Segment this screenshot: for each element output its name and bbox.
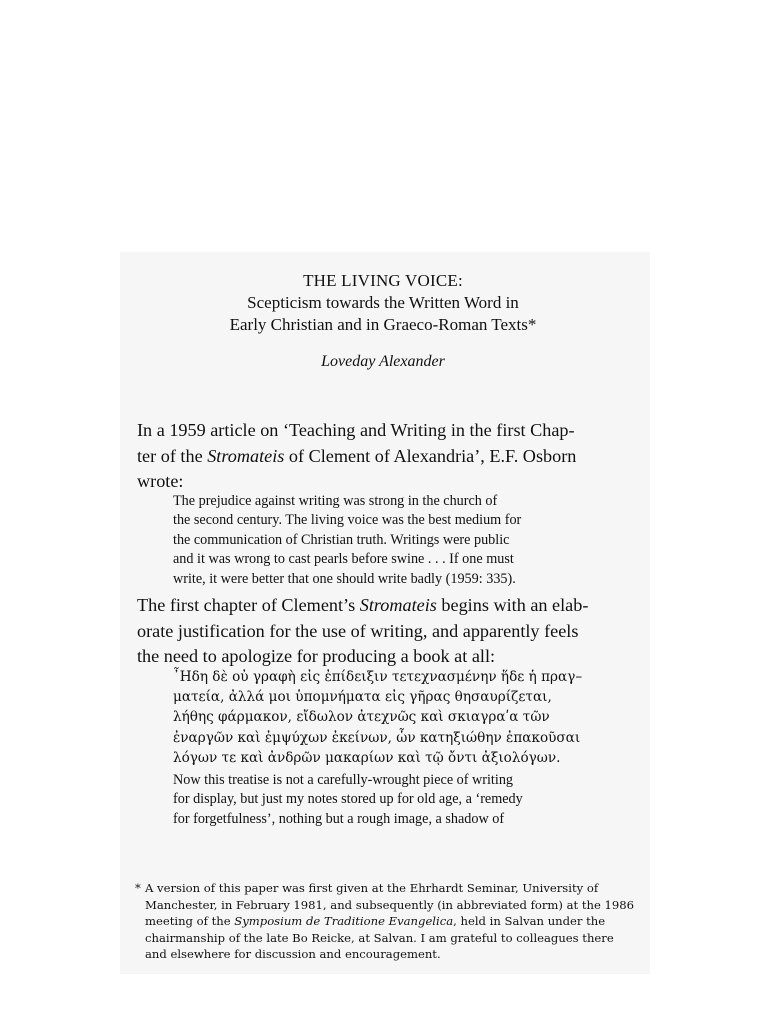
greek-quote-line: ἐναργῶν καὶ ἐμψύχων ἐκείνων, ὧν κατηξιώθην ἐπακοῦσαι [173,729,581,746]
symposium-title: Symposium de Traditione Evangelica [234,914,454,929]
document-page [135,270,635,962]
footnote-text [145,880,635,963]
paragraph-1-line-2 [137,444,629,470]
greek-quote-line: ματεία, ἀλλά μοι ὑπομνήματα εἰς γῆρας θησαυρίζεται, [173,689,552,706]
osborn-quote [173,492,597,589]
quote-line: Now this treatise is not a carefully-wrought piece of writing [173,772,514,788]
greek-quote-line: ῏Ηδη δὲ οὐ γραφὴ εἰς ἐπίδειξιν τετεχνασμένην ἥδε ἡ πραγ– [173,669,583,685]
article-title: THE LIVING VOICE: [303,271,463,290]
stromateis-title: Stromateis [359,595,437,615]
paragraph-1-line-3: wrote: [137,471,184,491]
paragraph-2 [137,593,629,670]
footnote-line-3-end: , held in Salvan under the [453,914,606,929]
title-block [137,270,629,373]
quote-line: for display, but just my notes stored up for old age, a ‘remedy [173,791,523,808]
quote-line: The prejudice against writing was strong in the church of [173,493,498,509]
footnote-line: Manchester, in February 1981, and subsequently (in abbreviated form) at the 1986 [145,897,635,912]
greek-quote [173,667,597,768]
paragraph-2-line-3: the need to apologize for producing a book at all: [137,646,496,666]
paragraph-1-line-2-start: ter of the [137,445,208,466]
paragraph-2-line-1-end: begins with an elab- [436,595,589,615]
paragraph-1-line-1: In a 1959 article on ‘Teaching and Writing in the first Chap- [137,420,575,440]
quote-line: write, it were better that one should write badly (1959: 335). [173,570,516,587]
paragraph-2-line-2: orate justification for the use of writing, and apparently feels [137,620,579,641]
stromateis-title: Stromateis [207,445,285,466]
translation-quote [173,771,597,829]
quote-line: for forgetfulness’, nothing but a rough image, a shadow of [173,810,505,827]
article-subtitle-line-1: Scepticism towards the Written Word in [247,293,519,312]
article-subtitle-line-2: Early Christian and in Graeco-Roman Texts* [229,315,537,334]
footnote-line-3-start: meeting of the [145,914,235,929]
footnote-line: and elsewhere for discussion and encouragement. [145,947,441,962]
footnote-line [145,913,629,930]
paragraph-1-line-2-end: of Clement of Alexandria’, E.F. Osborn [284,445,577,466]
greek-quote-line: λήθης φάρμακον, εἴδωλον ἀτεχνῶς καὶ σκιαγραʹα τῶν [173,709,550,726]
quote-line: the communication of Christian truth. Writings were public [173,531,510,548]
greek-quote-line: λόγων τε καὶ ἀνδρῶν μακαρίων καὶ τῷ ὄντι ἀξιολόγων. [173,749,561,766]
quote-line: the second century. The living voice was the best medium for [173,512,522,529]
footnote-line: A version of this paper was first given at the Ehrhardt Seminar, University of [145,881,599,895]
quote-line: and it was wrong to cast pearls before swine . . . If one must [173,551,514,568]
footnote-line: chairmanship of the late Bo Reicke, at Salvan. I am grateful to colleagues there [145,930,614,945]
footnote-mark: * [135,881,141,895]
article-author: Loveday Alexander [321,353,445,370]
paragraph-1 [137,418,629,495]
paragraph-2-line-1-start: The first chapter of Clement’s [137,595,360,615]
paragraph-2-line-1 [137,593,629,619]
footnote [135,880,635,963]
